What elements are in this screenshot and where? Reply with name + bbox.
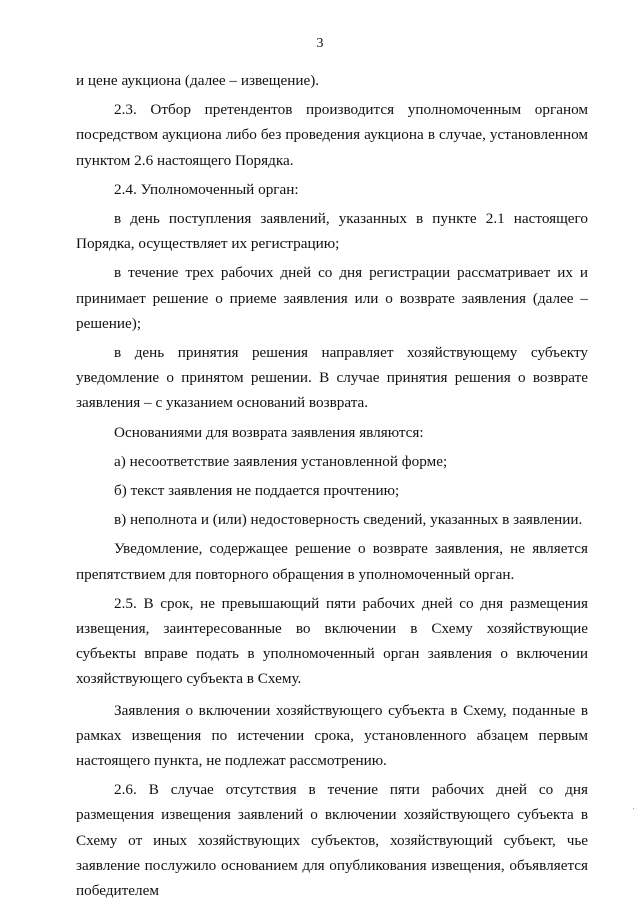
list-item-b: б) текст заявления не поддается прочтению; — [114, 482, 400, 500]
paragraph-late-applications: Заявления о включении хозяйствующего субъекта в Схему, поданные в рамках извещения по истечении срока, установленного абзацем первым настоящего пункта, не подлежат рассмотрению. — [76, 701, 588, 770]
paragraph-notice-return: Уведомление, содержащее решение о возврате заявления, не является препятствием для повторного обращения в уполномоченный орган. — [76, 540, 588, 583]
document-body — [76, 68, 588, 903]
list-item-a: а) несоответствие заявления установленной форме; — [114, 452, 448, 470]
paragraph-registration: в день поступления заявлений, указанных в пункте 2.1 настоящего Порядка, осуществляет их регистрацию; — [76, 210, 588, 253]
paragraph-grounds-heading: Основаниями для возврата заявления являются: — [114, 423, 424, 441]
paragraph-continuation: и цене аукциона (далее – извещение). — [76, 72, 320, 89]
paragraph-2-6: 2.6. В случае отсутствия в течение пяти рабочих дней со дня размещения извещения заявлений о включении хозяйствующего субъекта в Схему от иных хозяйствующих субъектов, хозяйствующий субъект, чье заявление послужило основанием для опубликования извещения, объявляется победителем — [76, 781, 588, 900]
paragraph-notification: в день принятия решения направляет хозяйствующему субъекту уведомление о принятом решении. В случае принятия решения о возврате заявления – с указанием оснований возврата. — [76, 344, 588, 412]
paragraph-2-3: 2.3. Отбор претендентов производится уполномоченным органом посредством аукциона либо без проведения аукциона в случае, установленном пунктом 2.6 настоящего Порядка. — [76, 101, 588, 169]
scan-edge-mark: ' — [632, 808, 634, 814]
page-number: 3 — [316, 36, 324, 51]
paragraph-review: в течение трех рабочих дней со дня регистрации рассматривает их и принимает решение о приеме заявления или о возврате заявления (далее – решение); — [76, 264, 588, 332]
paragraph-2-4-heading: 2.4. Уполномоченный орган: — [114, 180, 299, 198]
paragraph-2-5: 2.5. В срок, не превышающий пяти рабочих дней со дня размещения извещения, заинтересованные во включении в Схему хозяйствующие субъекты вправе подать в уполномоченный орган заявления о включении хозяйствующего субъекта в Схему. — [76, 594, 588, 688]
list-item-v: в) неполнота и (или) недостоверность сведений, указанных в заявлении. — [114, 511, 583, 529]
